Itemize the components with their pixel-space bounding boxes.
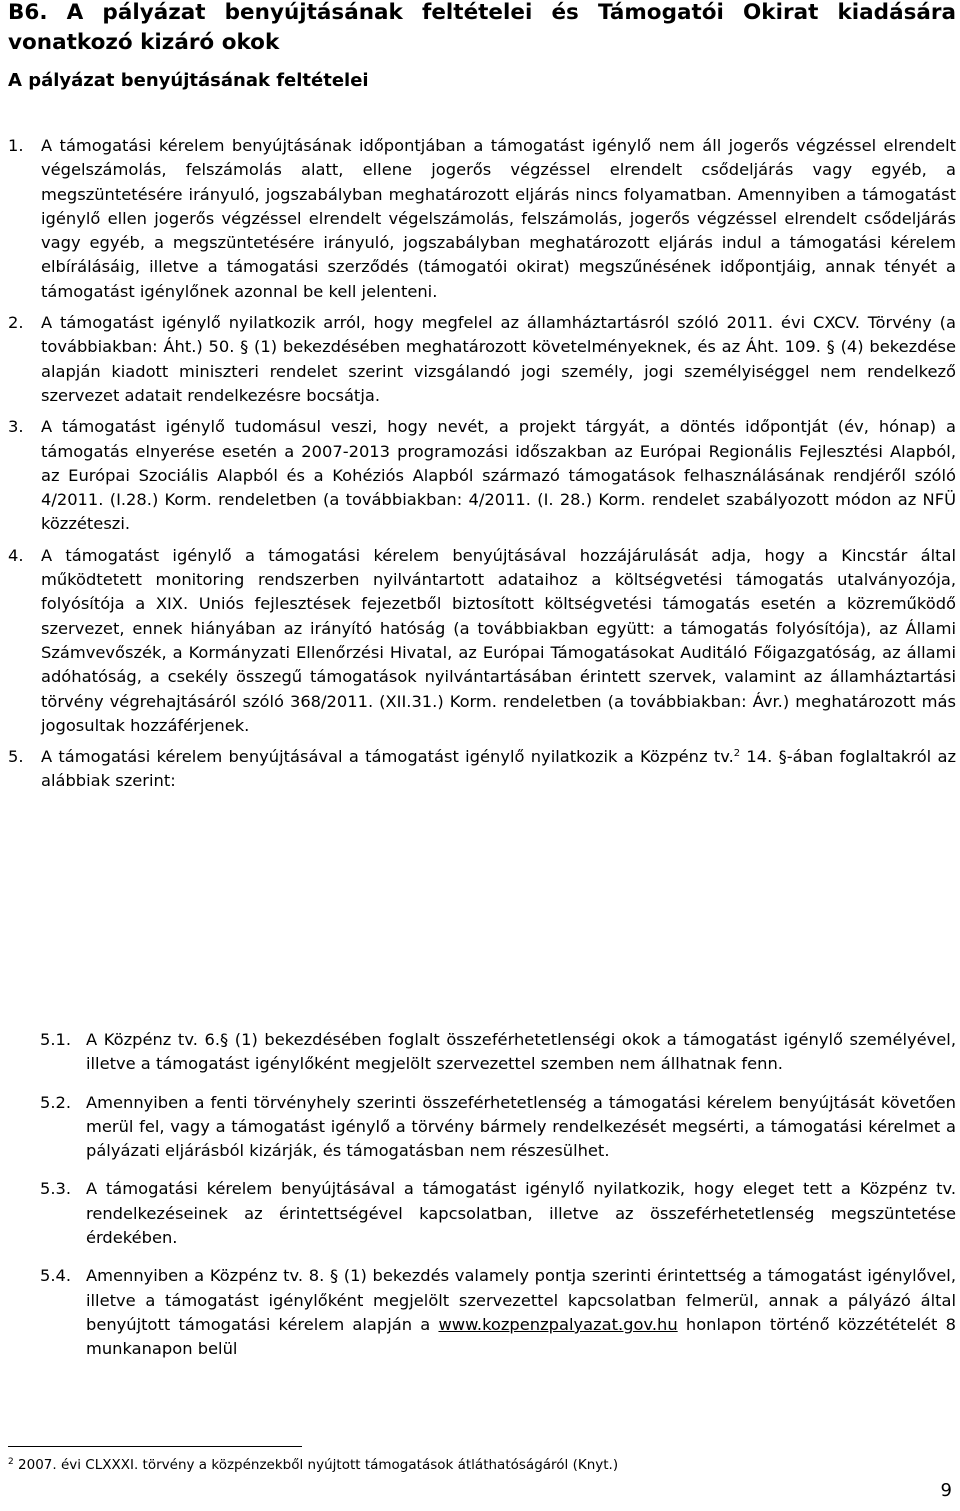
heading-block bbox=[8, 0, 956, 94]
list-item bbox=[8, 415, 956, 536]
subitem-text: A támogatási kérelem benyújtásával a támogatást igénylő nyilatkozik, hogy eleget tett a Közpénz tv. rendelkezéseinek az érintettségével kapcsolatban, illetve az összeférhetetlenség megszüntetése érdekében. bbox=[86, 1179, 956, 1248]
subitem-number: 5.1. bbox=[40, 1030, 72, 1049]
subitem-number: 5.2. bbox=[40, 1092, 72, 1112]
subitem-number: 5.3. bbox=[40, 1179, 72, 1199]
subitem-text: Amennyiben a fenti törvényhely szerinti összeférhetetlenség a támogatási kérelem benyújtását követően merül fel, vagy a támogatást igénylő a törvény bármely rendelkezését megsérti, a támogatási kérelmet a pályázati eljárásból kizárják, és támogatásban nem részesülhet. bbox=[86, 1092, 956, 1161]
item-text-part: A támogatási kérelem benyújtásával a támogatást igénylő nyilatkozik a Közpénz tv. bbox=[41, 747, 734, 767]
item-text: A támogatást igénylő tudomásul veszi, hogy nevét, a projekt tárgyát, a döntés időpontját (év, hónap) a támogatás elnyerése esetén a 2007-2013 programozási időszakban az Európai Regionális Fejlesztési Alapból, az Európai Szociális Alapból és a Kohéziós Alapból származó támogatások felhasználásának rendjéről szóló 4/2011. (I.28.) Korm. rendeletben (a továbbiakban: 4/2011. (I. 28.) Korm. rendelet szabályozott módon az NFÜ közzéteszi. bbox=[41, 417, 956, 534]
subitem-number: 5.4. bbox=[40, 1266, 72, 1286]
subconditions-list bbox=[40, 1028, 956, 1376]
page-number: 9 bbox=[940, 1480, 952, 1501]
item-text: A támogatási kérelem benyújtásának időpontjában a támogatást igénylő nem áll jogerős végzéssel elrendelt végelszámolás, felszámolás alatt, ellene jogerős végzéssel elrendelt csődeljárás vagy egyéb, a megszüntetésére irányuló, jogszabályban meghatározott eljárás nincs folyamatban. Amennyiben a támogatást igénylő ellen jogerős végzéssel elrendelt végelszámolás, felszámolás, jogerős végzéssel elrendelt csődeljárás vagy egyéb, a megszüntetésére irányuló, jogszabályban meghatározott eljárás indul a támogatási kérelem elbírálásáig, illetve a támogatási szerződés (támogatói okirat) megszűnésének időpontjáig, annak tényét a támogatást igénylőnek azonnal be kell jelenteni. bbox=[41, 136, 956, 301]
list-item bbox=[8, 311, 956, 408]
subitem-text bbox=[86, 1266, 956, 1358]
subitem-text-part: Amennyiben a Közpénz tv. 8. § (1) bekezdés valamely pontja szerinti érintettség a támogatást igénylővel, illetve a támogatást igénylőként megjelölt szervezettel kapcsolatban felmerül, annak a pályázó által benyújtott támogatási kérelem alapján a bbox=[86, 1266, 956, 1334]
footnote-text: 2007. évi CLXXXI. törvény a közpénzekből nyújtott támogatások átláthatóságáról (Knyt.) bbox=[13, 1457, 619, 1473]
sub-list-item bbox=[40, 1264, 956, 1361]
footnote-divider bbox=[8, 1446, 302, 1447]
footnote bbox=[8, 1455, 956, 1475]
item-number: 1. bbox=[8, 136, 24, 155]
item-number: 5. bbox=[8, 747, 24, 767]
subsection-title: A pályázat benyújtásának feltételei bbox=[8, 70, 369, 91]
list-item bbox=[8, 134, 956, 304]
subitem-text: A Közpénz tv. 6.§ (1) bekezdésében foglalt összeférhetetlenségi okok a támogatást igénylő személyével, illetve a támogatást igénylőként megjelölt szervezettel szemben nem állhatnak fenn. bbox=[86, 1030, 956, 1074]
section-title: B6. A pályázat benyújtásának feltételei és Támogatói Okirat kiadására vonatkozó kizáró okok bbox=[8, 0, 956, 55]
item-text bbox=[41, 745, 956, 794]
subitem-text-part: honlapon történő közzétételét 8 munkanapon belül bbox=[86, 1314, 956, 1359]
item-number: 4. bbox=[8, 545, 24, 565]
item-text: A támogatást igénylő a támogatási kérelem benyújtásával hozzájárulását adja, hogy a Kincstár által működtetett monitoring rendszerben nyilvántartott adataihoz a költségvetési támogatás utalványozója, folyósítója a XIX. Uniós fejlesztések fejezetből biztosított költségvetési támogatás esetén a közreműködő szervezet, ennek hiányában az irányító hatóság (a továbbiakban együtt: a támogatás folyósítója), az Állami Számvevőszék, a Kormányzati Ellenőrzési Hivatal, az Európai Támogatásokat Auditáló Főigazgatóság, az állami adóhatóság, a csekély összegű támogatások nyilvántartásában érintett szervek, valamint az államháztartási törvény végrehajtásáról szóló 368/2011. (XII.31.) Korm. rendeletben (a továbbiakban: Ávr.) meghatározott más jogosultak hozzáférjenek. bbox=[41, 545, 956, 735]
item-text: A támogatást igénylő nyilatkozik arról, hogy megfelel az államháztartásról szóló 2011. évi CXCV. Törvény (a továbbiakban: Áht.) 50. § (1) bekezdésében meghatározott követelményeknek, és az Áht. 109. § (4) bekezdése alapján kiadott miniszteri rendelet szerint vizsgálandó jogi személy, jogi személyiséggel nem rendelkező szervezet adatait rendelkezésre bocsátja. bbox=[41, 313, 956, 405]
website-link[interactable]: www.kozpenzpalyazat.gov.hu bbox=[438, 1314, 678, 1334]
sub-list-item bbox=[40, 1028, 956, 1077]
item-text-part: 14. §-ában foglaltakról az alábbiak szerint: bbox=[41, 747, 956, 791]
list-item bbox=[8, 544, 956, 738]
sub-list-item bbox=[40, 1177, 956, 1250]
footnote-number: 2 bbox=[8, 1457, 14, 1467]
conditions-list bbox=[8, 134, 956, 801]
item-number: 2. bbox=[8, 313, 24, 333]
sub-list-item bbox=[40, 1091, 956, 1164]
list-item bbox=[8, 745, 956, 794]
footnote-reference[interactable]: 2 bbox=[733, 748, 741, 760]
item-number: 3. bbox=[8, 417, 24, 437]
